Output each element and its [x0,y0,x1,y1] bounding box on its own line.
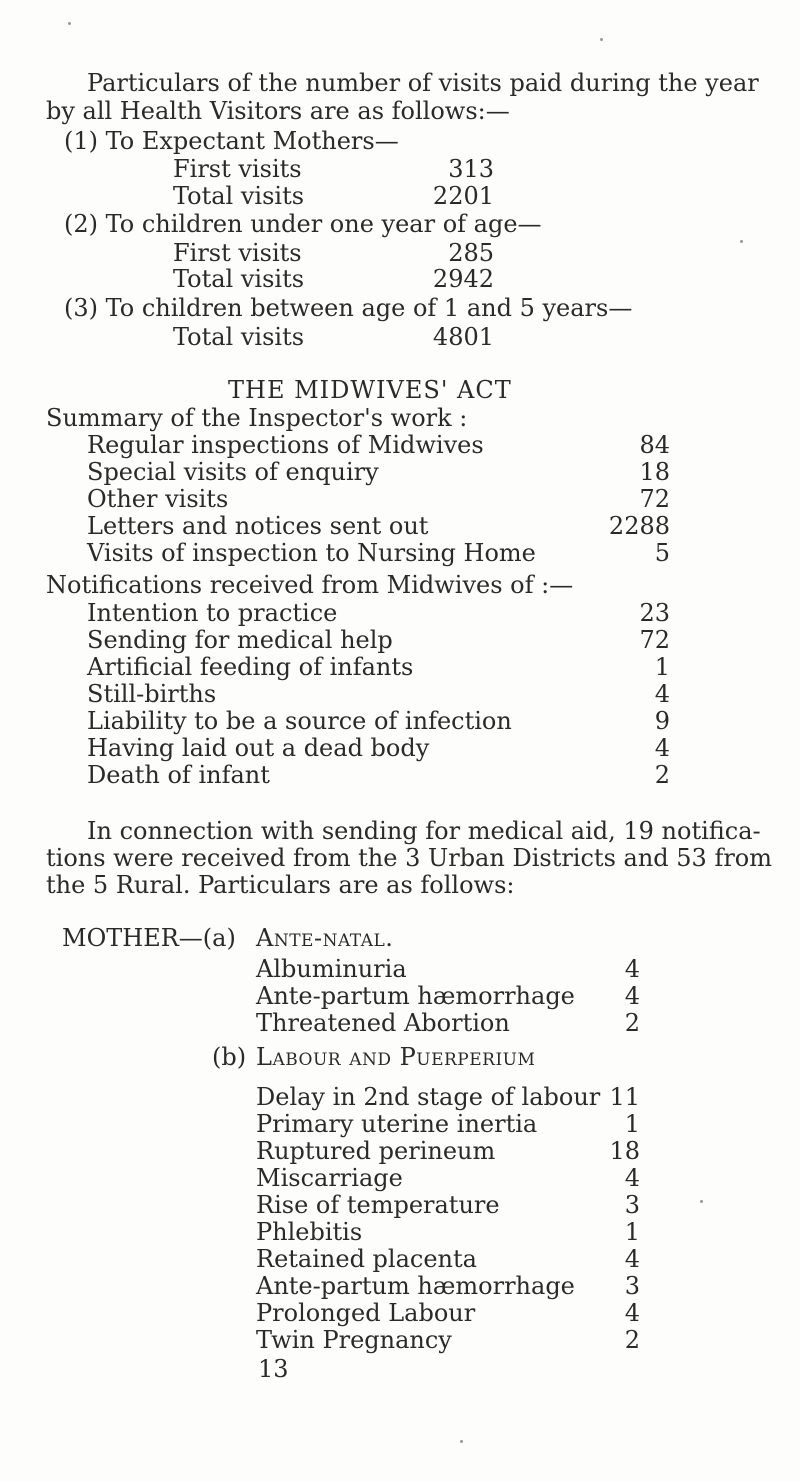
antenatal-value-0: 4 [624,955,640,983]
labour-label-8: Prolonged Labour [256,1299,476,1327]
labour-value-0: 11 [609,1083,640,1111]
page-number: 13 [258,1355,289,1383]
labour-marker: (b) [212,1043,247,1071]
antenatal-value-2: 2 [624,1009,640,1037]
antenatal-label-0: Albuminuria [256,955,407,983]
notification-label-4: Liability to be a source of infection [87,707,512,735]
midwives-act-title: THE MIDWIVES' ACT [228,376,512,404]
notification-label-5: Having laid out a dead body [87,734,430,762]
notification-value-0: 23 [639,599,670,627]
intro-line-2: by all Health Visitors are as follows:— [46,97,510,125]
labour-label-5: Phlebitis [256,1218,363,1246]
antenatal-label-2: Threatened Abortion [256,1009,510,1037]
labour-label-2: Ruptured perineum [256,1137,496,1165]
notification-label-3: Still-births [87,680,217,708]
connection-line-1: In connection with sending for medical aid, 19 notifica- [87,817,761,845]
labour-value-5: 1 [624,1218,640,1246]
summary-label-3: Letters and notices sent out [87,512,429,540]
labour-label-7: Ante-partum hæmorrhage [256,1272,575,1300]
summary-value-2: 72 [639,485,670,513]
labour-label-3: Miscarriage [256,1164,403,1192]
notification-label-1: Sending for medical help [87,626,393,654]
labour-label-9: Twin Pregnancy [256,1326,452,1354]
labour-value-2: 18 [609,1137,640,1165]
expectant-first-value: 313 [448,155,494,183]
summary-label-1: Special visits of enquiry [87,458,379,486]
notification-label-2: Artificial feeding of infants [87,653,414,681]
summary-label-4: Visits of inspection to Nursing Home [87,539,536,567]
scan-speck [68,22,71,25]
labour-value-6: 4 [624,1245,640,1273]
one-to-five-heading: (3) To children between age of 1 and 5 years— [64,294,633,322]
summary-label-0: Regular inspections of Midwives [87,431,484,459]
labour-label-6: Retained placenta [256,1245,477,1273]
antenatal-heading: Ante-natal. [256,924,394,952]
labour-value-4: 3 [624,1191,640,1219]
scan-speck [600,38,603,41]
labour-label-4: Rise of temperature [256,1191,500,1219]
under-one-first-value: 285 [448,239,494,267]
expectant-total-label: Total visits [173,182,305,210]
summary-value-1: 18 [639,458,670,486]
under-one-first-label: First visits [173,239,302,267]
summary-label-2: Other visits [87,485,229,513]
labour-value-7: 3 [624,1272,640,1300]
under-one-total-value: 2942 [432,265,494,293]
expectant-first-label: First visits [173,155,302,183]
notification-value-3: 4 [654,680,670,708]
under-one-heading: (2) To children under one year of age— [64,210,542,238]
summary-value-0: 84 [639,431,670,459]
connection-line-3: the 5 Rural. Particulars are as follows: [46,871,515,899]
intro-line-1: Particulars of the number of visits paid during the year [87,69,759,97]
mother-label: MOTHER—(a) [62,924,236,952]
scan-speck [700,1200,703,1203]
notification-value-4: 9 [654,707,670,735]
notification-value-2: 1 [654,653,670,681]
labour-value-8: 4 [624,1299,640,1327]
summary-value-3: 2288 [608,512,670,540]
summary-value-4: 5 [654,539,670,567]
labour-value-9: 2 [624,1326,640,1354]
labour-heading: Labour and Puerperium [256,1043,536,1071]
notification-label-6: Death of infant [87,761,270,789]
labour-label-1: Primary uterine inertia [256,1110,538,1138]
summary-heading: Summary of the Inspector's work : [46,404,468,432]
scan-speck [460,1440,463,1443]
under-one-total-label: Total visits [173,265,305,293]
notification-value-5: 4 [654,734,670,762]
expectant-heading: (1) To Expectant Mothers— [64,127,399,155]
notifications-heading: Notifications received from Midwives of :— [46,571,574,599]
antenatal-value-1: 4 [624,982,640,1010]
scan-speck [740,240,743,243]
labour-value-1: 1 [624,1110,640,1138]
labour-label-0: Delay in 2nd stage of labour [256,1083,601,1111]
one-to-five-total-label: Total visits [173,323,305,351]
notification-value-6: 2 [654,761,670,789]
notification-value-1: 72 [639,626,670,654]
expectant-total-value: 2201 [432,182,494,210]
connection-line-2: tions were received from the 3 Urban Districts and 53 from [46,844,772,872]
notification-label-0: Intention to practice [87,599,338,627]
antenatal-label-1: Ante-partum hæmorrhage [256,982,575,1010]
labour-value-3: 4 [624,1164,640,1192]
one-to-five-total-value: 4801 [432,323,494,351]
